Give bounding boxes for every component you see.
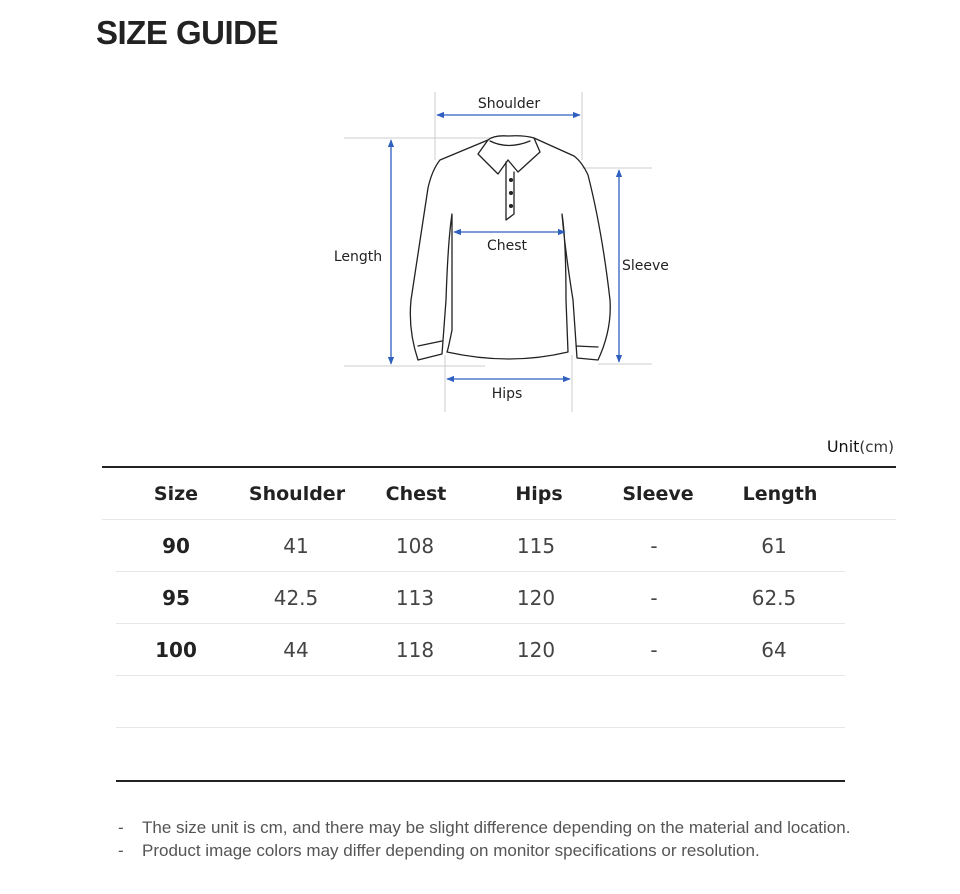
cell-shoulder: 42.5 [273, 585, 319, 610]
cell-hips: 115 [516, 533, 556, 558]
cell-size: 100 [155, 637, 197, 662]
table-row [116, 624, 845, 676]
table-row-empty [116, 728, 845, 779]
cell-hips: 120 [516, 637, 556, 662]
size-table-header [102, 468, 896, 520]
cell-sleeve [594, 728, 714, 779]
table-bottom-rule [116, 780, 845, 782]
unit-text: Unit [826, 437, 860, 456]
cell-shoulder: 41 [283, 533, 309, 558]
note-dash: - [118, 841, 124, 860]
cell-shoulder: 44 [283, 637, 309, 662]
cell-length: 62.5 [751, 585, 797, 610]
cell-chest [355, 728, 475, 779]
unit-label [827, 437, 894, 456]
unit-value: (cm) [859, 438, 894, 456]
cell-length: 64 [761, 637, 787, 662]
length-label: Length [333, 249, 383, 265]
cell-size [116, 676, 236, 727]
cell-sleeve [594, 676, 714, 727]
cell-sleeve: - [650, 533, 658, 558]
page-title: SIZE GUIDE [96, 14, 279, 51]
header-length: Length [742, 482, 818, 505]
note-item [118, 816, 850, 839]
hips-label: Hips [491, 386, 523, 402]
note-dash: - [118, 818, 124, 837]
chest-label: Chest [486, 238, 528, 254]
header-sleeve: Sleeve [622, 482, 694, 505]
note-text: The size unit is cm, and there may be slight difference depending on the material and location. [142, 818, 851, 837]
cell-size [116, 728, 236, 779]
cell-sleeve: - [650, 637, 658, 662]
cell-chest: 118 [395, 637, 435, 662]
table-row-empty [116, 676, 845, 728]
cell-size: 95 [162, 585, 190, 610]
note-text: Product image colors may differ depending on monitor specifications or resolution. [142, 841, 760, 860]
cell-chest [355, 676, 475, 727]
cell-shoulder [236, 676, 356, 727]
cell-hips [476, 676, 596, 727]
header-shoulder: Shoulder [248, 482, 346, 505]
sleeve-label: Sleeve [622, 258, 669, 274]
table-row [116, 572, 845, 624]
note-item [118, 839, 850, 862]
table-row [116, 520, 845, 572]
cell-sleeve: - [650, 585, 658, 610]
cell-hips [476, 728, 596, 779]
cell-length [714, 676, 834, 727]
header-chest: Chest [385, 482, 447, 505]
shirt-measurement-diagram [0, 0, 960, 430]
cell-shoulder [236, 728, 356, 779]
cell-chest: 108 [395, 533, 435, 558]
cell-length [714, 728, 834, 779]
cell-chest: 113 [395, 585, 435, 610]
cell-length: 61 [761, 533, 787, 558]
size-notes [118, 816, 850, 862]
header-size: Size [153, 482, 199, 505]
shoulder-label: Shoulder [477, 96, 541, 112]
cell-size: 90 [162, 533, 190, 558]
header-hips: Hips [515, 482, 563, 505]
cell-hips: 120 [516, 585, 556, 610]
